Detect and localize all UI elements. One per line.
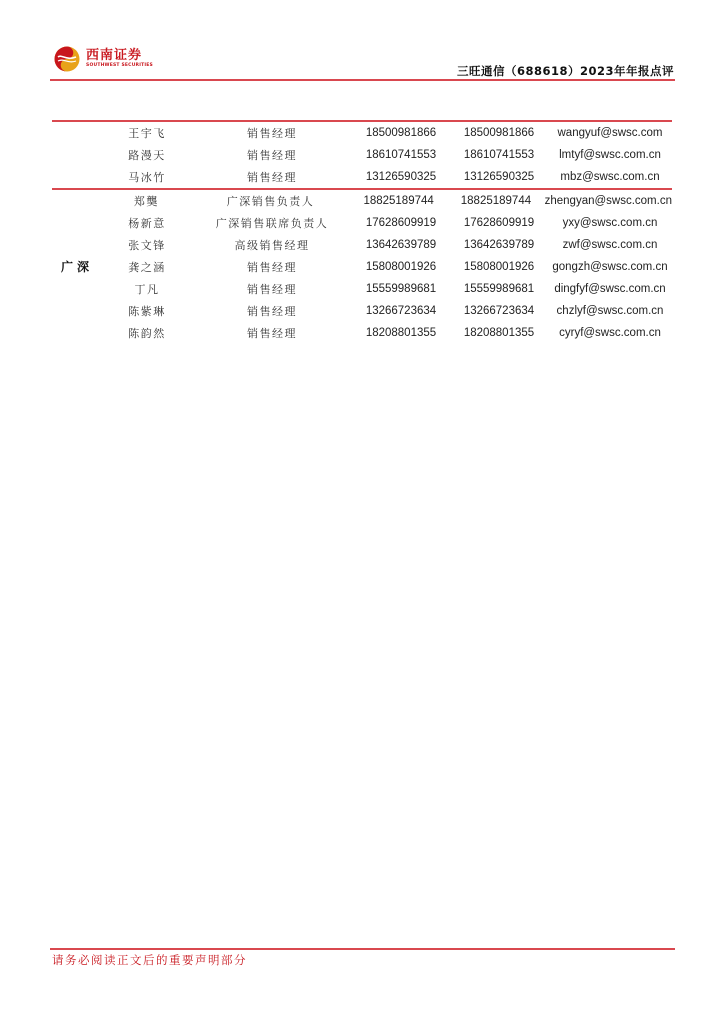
contact-phone: 15808001926 (365, 261, 437, 273)
contact-title: 广深销售负责人 (226, 195, 315, 208)
contact-name: 马冰竹 (128, 171, 166, 184)
footer-divider (50, 948, 675, 950)
table-row (52, 234, 672, 256)
contact-email[interactable]: yxy@swsc.com.cn (562, 217, 658, 229)
contact-email[interactable]: dingfyf@swsc.com.cn (554, 283, 666, 295)
contact-name: 王宇飞 (128, 127, 166, 140)
contact-phone: 18610741553 (365, 149, 437, 161)
contact-email[interactable]: wangyuf@swsc.com (557, 127, 663, 139)
contact-phone: 17628609919 (365, 217, 437, 229)
contact-title: 广深销售联席负责人 (215, 217, 329, 230)
contact-name: 龚之涵 (128, 261, 166, 274)
contact-phone: 18825189744 (363, 195, 434, 207)
contact-email[interactable]: chzlyf@swsc.com.cn (556, 305, 664, 317)
contact-name: 丁凡 (134, 283, 160, 296)
contact-name: 陈韵然 (128, 327, 166, 340)
sales-contacts-table (52, 120, 672, 344)
contact-phone: 18208801355 (365, 327, 437, 339)
contact-title: 销售经理 (247, 149, 297, 162)
table-row (52, 212, 672, 234)
contact-email[interactable]: lmtyf@swsc.com.cn (559, 149, 661, 161)
contact-phone: 13642639789 (365, 239, 437, 251)
header-divider (50, 79, 675, 81)
contact-phone: 13126590325 (365, 171, 437, 183)
contact-mobile: 13266723634 (463, 305, 535, 317)
contact-group-guangshen (52, 190, 672, 344)
contact-title: 销售经理 (247, 171, 297, 184)
contact-phone: 18500981866 (365, 127, 437, 139)
contact-email[interactable]: mbz@swsc.com.cn (560, 171, 660, 183)
contact-email[interactable]: zhengyan@swsc.com.cn (544, 195, 672, 207)
contact-email[interactable]: gongzh@swsc.com.cn (552, 261, 668, 273)
table-row (52, 278, 672, 300)
contact-name: 杨新意 (128, 217, 166, 230)
contact-name: 陈紫琳 (128, 305, 166, 318)
table-row (52, 256, 672, 278)
contact-mobile: 13642639789 (463, 239, 535, 251)
contact-phone: 15559989681 (365, 283, 437, 295)
table-row (52, 144, 672, 166)
contact-name: 路漫天 (128, 149, 166, 162)
table-row (52, 322, 672, 344)
region-label: 广深 (60, 260, 93, 274)
logo-chinese-name: 西南证券 (86, 48, 143, 63)
contact-mobile: 15559989681 (463, 283, 535, 295)
footer-disclaimer: 请务必阅读正文后的重要声明部分 (52, 953, 247, 967)
contact-title: 销售经理 (247, 127, 297, 140)
table-row (52, 122, 672, 144)
contact-mobile: 18500981866 (463, 127, 535, 139)
table-row (52, 300, 672, 322)
contact-mobile: 18610741553 (463, 149, 535, 161)
contact-group-unlabeled (52, 122, 672, 188)
contact-mobile: 17628609919 (463, 217, 535, 229)
contact-name: 张文锋 (128, 239, 166, 252)
contact-email[interactable]: zwf@swsc.com.cn (562, 239, 658, 251)
contact-mobile: 13126590325 (463, 171, 535, 183)
table-row (52, 166, 672, 188)
contact-title: 销售经理 (247, 283, 297, 296)
logo-emblem-icon (54, 46, 80, 72)
contact-mobile: 15808001926 (463, 261, 535, 273)
contact-name: 郑龑 (133, 195, 159, 208)
report-title: 三旺通信（688618）2023年年报点评 (456, 64, 674, 78)
contact-title: 高级销售经理 (234, 239, 310, 252)
company-logo (54, 44, 153, 74)
contact-title: 销售经理 (247, 261, 297, 274)
logo-english-name: SOUTHWEST SECURITIES (86, 63, 153, 68)
table-row (52, 190, 672, 212)
contact-mobile: 18208801355 (463, 327, 535, 339)
contact-title: 销售经理 (247, 327, 297, 340)
contact-phone: 13266723634 (365, 305, 437, 317)
contact-email[interactable]: cyryf@swsc.com.cn (559, 327, 661, 339)
contact-title: 销售经理 (247, 305, 297, 318)
contact-mobile: 18825189744 (460, 195, 532, 207)
